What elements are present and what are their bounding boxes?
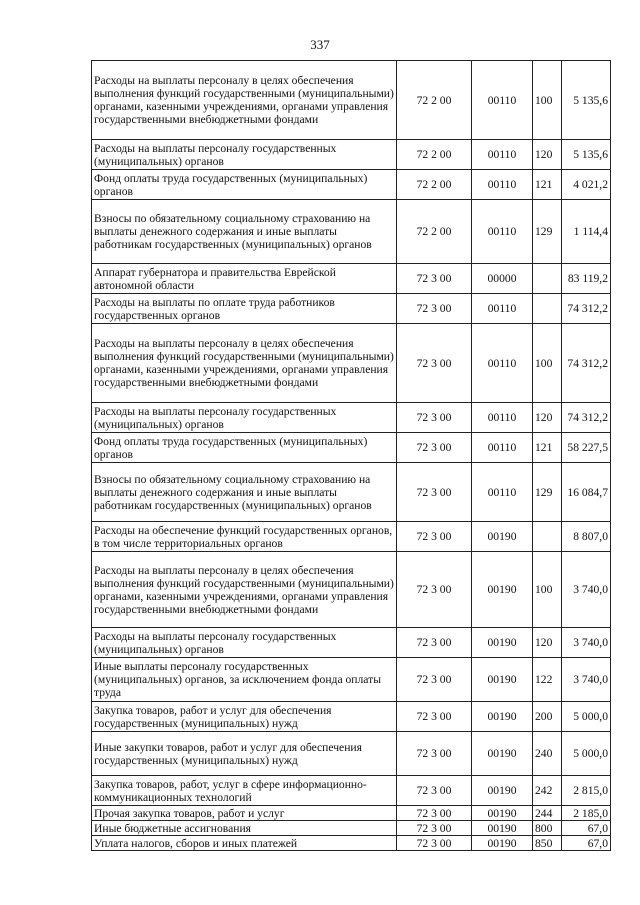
row-name: Уплата налогов, сборов и иных платежей	[92, 836, 397, 851]
row-subcode: 00190	[472, 702, 533, 732]
row-name: Расходы на выплаты персоналу государственных (муниципальных) органов	[92, 628, 397, 658]
row-subcode: 00110	[472, 324, 533, 403]
row-subcode: 00190	[472, 658, 533, 702]
row-expense-type: 200	[533, 702, 562, 732]
row-subcode: 00190	[472, 522, 533, 552]
row-name: Закупка товаров, работ и услуг для обеспечения государственных (муниципальных) нужд	[92, 702, 397, 732]
row-name: Фонд оплаты труда государственных (муниципальных) органов	[92, 433, 397, 463]
row-name: Иные бюджетные ассигнования	[92, 821, 397, 836]
row-expense-type: 129	[533, 463, 562, 522]
row-sum: 83 119,2	[562, 264, 611, 294]
table-row	[92, 433, 611, 463]
row-name: Фонд оплаты труда государственных (муниципальных) органов	[92, 170, 397, 200]
row-name: Расходы на выплаты персоналу государственных (муниципальных) органов	[92, 403, 397, 433]
table-row	[92, 403, 611, 433]
row-name: Иные закупки товаров, работ и услуг для обеспечения государственных (муниципальных) нужд	[92, 732, 397, 776]
row-code: 72 3 00	[397, 324, 472, 403]
row-code: 72 3 00	[397, 821, 472, 836]
row-code: 72 3 00	[397, 552, 472, 628]
row-subcode: 00110	[472, 463, 533, 522]
row-subcode: 00190	[472, 552, 533, 628]
table-row	[92, 836, 611, 851]
row-sum: 67,0	[562, 836, 611, 851]
budget-table-body	[92, 61, 611, 851]
row-code: 72 3 00	[397, 294, 472, 324]
row-code: 72 3 00	[397, 433, 472, 463]
row-subcode: 00000	[472, 264, 533, 294]
row-expense-type: 244	[533, 806, 562, 821]
row-expense-type: 240	[533, 732, 562, 776]
row-expense-type: 242	[533, 776, 562, 806]
row-sum: 74 312,2	[562, 403, 611, 433]
table-row	[92, 200, 611, 264]
row-name: Аппарат губернатора и правительства Еврейской автономной области	[92, 264, 397, 294]
page-number: 337	[310, 37, 330, 52]
row-sum: 4 021,2	[562, 170, 611, 200]
row-sum: 74 312,2	[562, 294, 611, 324]
row-code: 72 3 00	[397, 264, 472, 294]
table-row	[92, 806, 611, 821]
row-code: 72 3 00	[397, 463, 472, 522]
row-name: Закупка товаров, работ, услуг в сфере информационно-коммуникационных технологий	[92, 776, 397, 806]
row-sum: 5 135,6	[562, 140, 611, 170]
row-subcode: 00110	[472, 433, 533, 463]
row-subcode: 00110	[472, 200, 533, 264]
row-sum: 5 135,6	[562, 61, 611, 140]
row-expense-type: 100	[533, 552, 562, 628]
row-code: 72 2 00	[397, 200, 472, 264]
row-expense-type: 120	[533, 628, 562, 658]
row-sum: 58 227,5	[562, 433, 611, 463]
row-expense-type: 100	[533, 324, 562, 403]
row-subcode: 00110	[472, 403, 533, 433]
table-row	[92, 821, 611, 836]
row-name: Иные выплаты персоналу государственных (муниципальных) органов, за исключением фонда оплаты труда	[92, 658, 397, 702]
row-name: Прочая закупка товаров, работ и услуг	[92, 806, 397, 821]
table-row	[92, 658, 611, 702]
row-expense-type: 120	[533, 140, 562, 170]
row-subcode: 00190	[472, 628, 533, 658]
row-sum: 67,0	[562, 821, 611, 836]
row-sum: 8 807,0	[562, 522, 611, 552]
row-sum: 3 740,0	[562, 658, 611, 702]
table-row	[92, 140, 611, 170]
row-name: Расходы на выплаты персоналу государственных (муниципальных) органов	[92, 140, 397, 170]
row-subcode: 00110	[472, 294, 533, 324]
table-row	[92, 294, 611, 324]
table-row	[92, 324, 611, 403]
budget-table	[91, 60, 611, 851]
row-expense-type	[533, 294, 562, 324]
table-row	[92, 732, 611, 776]
row-expense-type	[533, 522, 562, 552]
row-code: 72 2 00	[397, 140, 472, 170]
table-row	[92, 552, 611, 628]
row-sum: 5 000,0	[562, 732, 611, 776]
row-name: Взносы по обязательному социальному страхованию на выплаты денежного содержания и иные выплаты работникам государственных (муниципальных) органов	[92, 463, 397, 522]
row-code: 72 3 00	[397, 776, 472, 806]
row-sum: 3 740,0	[562, 552, 611, 628]
row-name: Взносы по обязательному социальному страхованию на выплаты денежного содержания и иные выплаты работникам государственных (муниципальных) органов	[92, 200, 397, 264]
table-row	[92, 61, 611, 140]
row-subcode: 00190	[472, 806, 533, 821]
table-row	[92, 463, 611, 522]
row-sum: 2 815,0	[562, 776, 611, 806]
row-subcode: 00110	[472, 61, 533, 140]
table-row	[92, 776, 611, 806]
table-row	[92, 264, 611, 294]
row-code: 72 2 00	[397, 61, 472, 140]
row-code: 72 3 00	[397, 836, 472, 851]
table-row	[92, 702, 611, 732]
row-sum: 74 312,2	[562, 324, 611, 403]
table-row	[92, 628, 611, 658]
row-expense-type: 100	[533, 61, 562, 140]
row-code: 72 3 00	[397, 522, 472, 552]
row-sum: 2 185,0	[562, 806, 611, 821]
row-code: 72 3 00	[397, 658, 472, 702]
row-sum: 5 000,0	[562, 702, 611, 732]
row-code: 72 3 00	[397, 628, 472, 658]
row-code: 72 2 00	[397, 170, 472, 200]
row-code: 72 3 00	[397, 403, 472, 433]
row-expense-type: 850	[533, 836, 562, 851]
row-sum: 16 084,7	[562, 463, 611, 522]
row-name: Расходы на обеспечение функций государственных органов, в том числе территориальных органов	[92, 522, 397, 552]
row-expense-type: 120	[533, 403, 562, 433]
row-name: Расходы на выплаты персоналу в целях обеспечения выполнения функций государственными (муниципальными) органами, казенными учреждениями, органами управления государственными внебюджетными фондами	[92, 324, 397, 403]
row-sum: 1 114,4	[562, 200, 611, 264]
row-name: Расходы на выплаты персоналу в целях обеспечения выполнения функций государственными (муниципальными) органами, казенными учреждениями, органами управления государственными внебюджетными фондами	[92, 61, 397, 140]
row-subcode: 00190	[472, 821, 533, 836]
row-expense-type: 800	[533, 821, 562, 836]
row-subcode: 00110	[472, 170, 533, 200]
row-subcode: 00110	[472, 140, 533, 170]
row-subcode: 00190	[472, 836, 533, 851]
row-expense-type: 129	[533, 200, 562, 264]
row-subcode: 00190	[472, 732, 533, 776]
row-name: Расходы на выплаты по оплате труда работников государственных органов	[92, 294, 397, 324]
row-expense-type	[533, 264, 562, 294]
row-subcode: 00190	[472, 776, 533, 806]
row-sum: 3 740,0	[562, 628, 611, 658]
row-expense-type: 122	[533, 658, 562, 702]
row-code: 72 3 00	[397, 702, 472, 732]
row-expense-type: 121	[533, 170, 562, 200]
row-name: Расходы на выплаты персоналу в целях обеспечения выполнения функций государственными (муниципальными) органами, казенными учреждениями, органами управления государственными внебюджетными фондами	[92, 552, 397, 628]
row-code: 72 3 00	[397, 732, 472, 776]
table-row	[92, 170, 611, 200]
row-expense-type: 121	[533, 433, 562, 463]
row-code: 72 3 00	[397, 806, 472, 821]
table-row	[92, 522, 611, 552]
